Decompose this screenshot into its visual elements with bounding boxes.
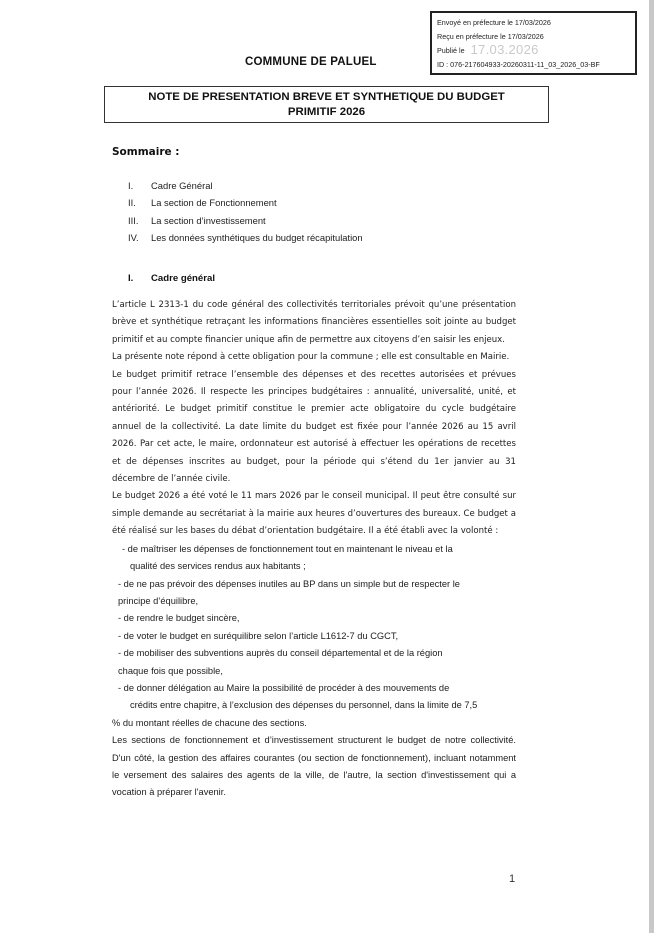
list-item-continuation: principe d’équilibre, [118, 595, 199, 606]
toc-item [128, 229, 363, 246]
title-line-1: NOTE DE PRESENTATION BREVE ET SYNTHETIQUE DU BUDGET [148, 91, 505, 103]
list-item: - de donner délégation au Maire la possibilité de procéder à des mouvements de [118, 682, 450, 693]
toc-number: I. [128, 180, 134, 191]
stamp-sent: Envoyé en préfecture le 17/03/2026 [437, 18, 551, 27]
table-of-contents [128, 177, 363, 246]
paragraph-sections: Les sections de fonctionnement et d’investissement structurent le budget de notre collectivité. D'un côté, la gestion des affaires courantes (ou section de fonctionnement), incluant notamment le versement des salaires des agents de la ville, de l'autre, la section d'investissement qui a vocation à préparer l'avenir. [112, 735, 516, 798]
prefecture-stamp [430, 11, 637, 75]
paragraph-vote: Le budget 2026 a été voté le 11 mars 2026 par le conseil municipal. Il peut être consulté sur simple demande au secrétariat à la mairie aux heures d’ouvertures des bureaux. Ce budget a été réalisé sur les bases du débat d’orientation budgétaire. Il a été établi avec la volonté : [112, 491, 516, 537]
stamp-published-label: Publié le [437, 46, 465, 55]
paragraph-note: La présente note répond à cette obligation pour la commune ; elle est consultable en Mairie. [112, 352, 510, 363]
section-body [112, 297, 516, 802]
section-number: I. [128, 273, 134, 284]
toc-number: IV. [128, 231, 139, 243]
stamp-id: ID : 076-217604933-20260311-11_03_2026_03-BF [437, 59, 600, 69]
sommaire-heading: Sommaire : [112, 146, 180, 158]
list-item: - de ne pas prévoir des dépenses inutiles au BP dans un simple but de respecter le [118, 578, 460, 589]
stamp-received: Reçu en préfecture le 17/03/2026 [437, 31, 544, 41]
toc-label: Cadre Général [151, 180, 213, 191]
list-item: - de rendre le budget sincère, [118, 613, 240, 624]
list-item-continuation: crédits entre chapitre, à l’exclusion des dépenses du personnel, dans la limite de 7,5 [130, 700, 478, 711]
document-title [104, 86, 549, 123]
list-item: - de mobiliser des subventions auprès du conseil départemental et de la région [118, 648, 443, 659]
toc-label: La section d’investissement [151, 214, 266, 226]
toc-item [128, 194, 363, 211]
stamp-published-date: 17.03.2026 [470, 42, 539, 57]
stamp-published [437, 43, 630, 58]
title-line-2: PRIMITIF 2026 [287, 106, 366, 118]
toc-item [128, 177, 363, 194]
section-heading-cadre-general [128, 273, 215, 284]
page-number: 1 [509, 873, 516, 885]
volonte-list [112, 541, 516, 802]
list-item-continuation: % du montant réelles de chacune des sections. [112, 717, 307, 728]
list-item: - de voter le budget en suréquilibre selon l’article L1612-7 du CGCT, [118, 630, 399, 641]
list-item-continuation: chaque fois que possible, [118, 665, 223, 676]
toc-number: III. [128, 214, 139, 226]
list-item: - de maîtriser les dépenses de fonctionnement tout en maintenant le niveau et la [122, 543, 453, 554]
paragraph-article: L’article L 2313-1 du code général des collectivités territoriales prévoit qu’une présentation brève et synthétique retraçant les informations financières essentielles soit jointe au budget primitif et au compte financier unique afin de permettre aux citoyens d’en saisir les enjeux. [112, 300, 516, 345]
list-item-continuation: qualité des services rendus aux habitants ; [130, 561, 306, 572]
toc-label: Les données synthétiques du budget récapitulation [151, 231, 363, 243]
paragraph-budget-primitif: Le budget primitif retrace l’ensemble des dépenses et des recettes autorisées et prévues pour l’année 2026. Il respecte les principes budgétaires : annualité, universalité, unité, et antériorité. Le budget primitif constitue le premier acte obligatoire du cycle budgétaire annuel de la collectivité. La date limite du budget est fixée pour l’année 2026 au 15 avril 2026. Par cet acte, le maire, ordonnateur est autorisé à effectuer les opérations de recettes et de dépenses inscrites au budget, pour la période qui s’étend du 1er janvier au 31 décembre de l’année civile. [112, 369, 516, 485]
toc-number: II. [128, 197, 136, 209]
toc-item [128, 212, 363, 229]
section-title: Cadre général [151, 273, 215, 284]
page-edge-shadow [649, 0, 654, 933]
commune-name: COMMUNE DE PALUEL [245, 56, 377, 68]
toc-label: La section de Fonctionnement [151, 197, 277, 209]
